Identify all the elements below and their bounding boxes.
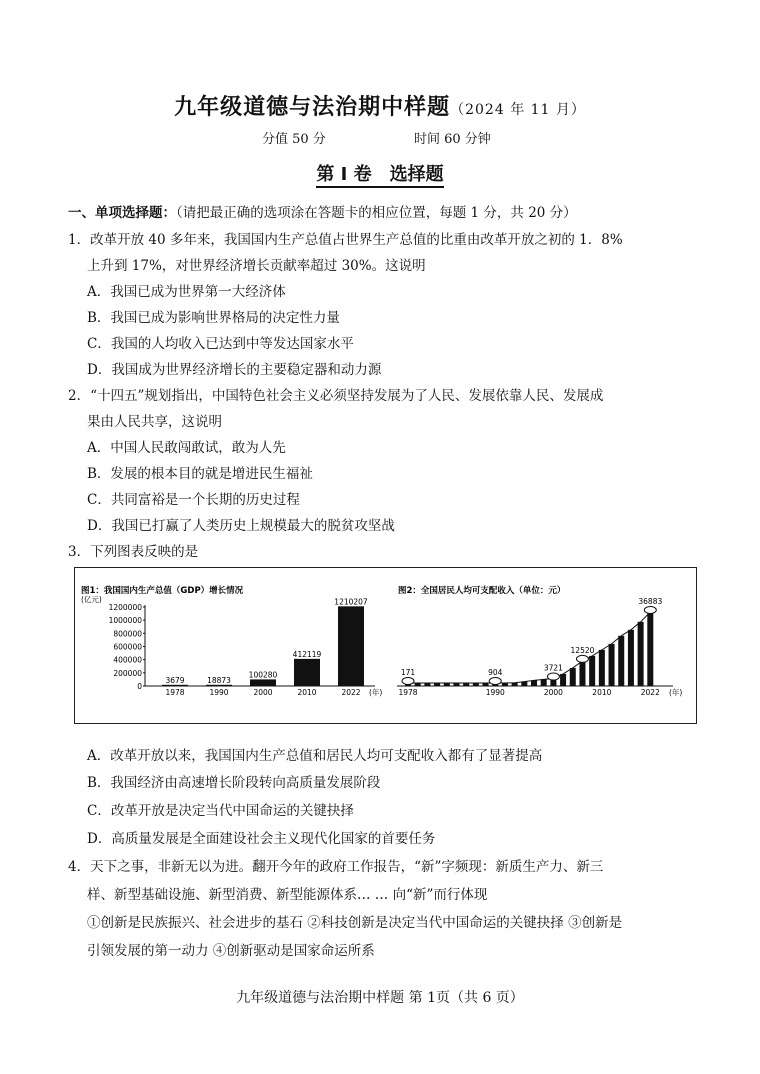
chart2-point-marker: [402, 678, 414, 685]
chart2-bar: [628, 630, 634, 686]
chart1-value-label: 100280: [248, 670, 278, 680]
chart2-point-label: 3721: [543, 663, 563, 673]
q2-option-d: D．我国已打赢了人类历史上规模最大的脱贫攻坚战: [87, 518, 395, 534]
chart2-bar: [609, 644, 615, 686]
chart1-x-tick-label: 2022: [341, 688, 361, 697]
chart2-point-label: 12520: [570, 645, 595, 655]
chart2-x-tick-label: 1978: [398, 688, 418, 697]
q4-stem-line2: 样、新型基础设施、新型消费、新型能源体系… … 向“新”而行体现: [87, 887, 488, 903]
chart2-bar: [531, 680, 537, 686]
score-info: 分值 50 分: [262, 132, 326, 147]
q3-charts: [75, 568, 696, 723]
q3-option-c: C．改革开放是决定当代中国命运的关键抉择: [87, 803, 354, 819]
q2-option-a: A．中国人民敢闯敢试，敢为人先: [87, 440, 286, 456]
q3-stem: 3．下列图表反映的是: [68, 544, 199, 560]
chart1-bar: [338, 606, 364, 686]
q2-option-c: C．共同富裕是一个长期的历史过程: [87, 492, 300, 508]
q1-stem-line2: 上升到 17%，对世界经济增长贡献率超过 30%。这说明: [87, 258, 426, 274]
chart2-bar: [579, 661, 585, 686]
chart2-point-marker: [547, 673, 559, 680]
chart1-y-unit: (亿元): [81, 595, 102, 604]
chart2-x-tick-label: 2010: [592, 688, 612, 697]
chart2-title: 图2：全国居民人均可支配收入（单位：元）: [398, 586, 566, 596]
chart1-value-label: 1210207: [334, 597, 368, 607]
chart1-value-label: 412119: [292, 649, 322, 659]
chart1-y-tick-label: 400000: [113, 655, 142, 665]
chart1-value-label: 18873: [207, 675, 231, 685]
chart1-y-tick-label: 0: [137, 682, 142, 691]
chart2-bar: [589, 656, 595, 686]
chart1-bar: [250, 679, 276, 686]
chart2-bar: [560, 674, 566, 686]
chart1-y-tick-label: 800000: [113, 629, 142, 639]
chart1-bar: [162, 685, 188, 686]
time-info: 时间 60 分钟: [414, 132, 491, 147]
q3-option-a: A．改革开放以来，我国国内生产总值和居民人均可支配收入都有了显著提高: [87, 748, 543, 764]
title-date: （2024 年 11 月）: [450, 102, 586, 118]
q3-option-b: B．我国经济由高速增长阶段转向高质量发展阶段: [87, 775, 381, 791]
section-heading: 第 I 卷 选择题: [0, 160, 760, 186]
chart1-y-tick-label: 1000000: [108, 616, 142, 626]
chart2-bar: [541, 679, 547, 686]
q1-option-a: A．我国已成为世界第一大经济体: [87, 284, 286, 300]
chart1-title: 图1：我国国内生产总值（GDP）增长情况: [81, 586, 244, 596]
chart2-x-tick-label: 1990: [485, 688, 505, 697]
chart2-point-marker: [576, 655, 588, 662]
part-heading: 一、单项选择题：（请把最正确的选项涂在答题卡的相应位置，每题 1 分，共 20 分）: [68, 205, 577, 221]
chart2-point-label: 171: [400, 668, 416, 677]
q1-stem-line1: 1．改革开放 40 多年来，我国国内生产总值占世界生产总值的比重由改革开放之初的 1．8%: [68, 232, 623, 248]
q2-stem-line1: 2．“十四五”规划指出，中国特色社会主义必须坚持发展为了人民、发展依靠人民、发展成: [68, 388, 604, 404]
chart2-bar: [638, 622, 644, 686]
chart1-x-tick-label: 1990: [209, 688, 229, 697]
q2-option-b: B．发展的根本目的就是增进民生福祉: [87, 466, 313, 482]
chart1-y-tick-label: 200000: [113, 668, 142, 678]
chart2-bar: [647, 612, 653, 686]
chart1-x-tick-label: 1978: [165, 688, 185, 697]
q1-option-d: D．我国成为世界经济增长的主要稳定器和动力源: [87, 362, 382, 378]
chart1-bar: [294, 659, 320, 686]
q4-statements-line1: ①创新是民族振兴、社会进步的基石 ②科技创新是决定当代中国命运的关键抉择 ③创新是: [87, 915, 623, 931]
chart1-x-unit: (年): [369, 688, 383, 697]
chart1-y-tick-label: 600000: [113, 642, 142, 652]
q4-statements-line2: 引领发展的第一动力 ④创新驱动是国家命运所系: [87, 943, 375, 959]
chart1-x-tick-label: 2000: [253, 688, 273, 697]
chart1-value-label: 3679: [165, 675, 185, 685]
page-footer: 九年级道德与法治期中样题 第 1页（共 6 页）: [236, 990, 524, 1006]
chart2-point-label: 904: [488, 668, 503, 677]
q1-option-b: B．我国已成为影响世界格局的决定性力量: [87, 310, 340, 326]
chart2-point-label: 36883: [638, 597, 663, 606]
chart2-bar: [570, 668, 576, 686]
q1-option-c: C．我国的人均收入已达到中等发达国家水平: [87, 336, 354, 352]
chart1-x-tick-label: 2010: [297, 688, 317, 697]
chart2-x-tick-label: 2000: [543, 688, 563, 697]
q3-chart-frame: [74, 567, 697, 724]
q4-stem-line1: 4．天下之事，非新无以为进。翻开今年的政府工作报告，“新”字频现：新质生产力、新三: [68, 859, 604, 875]
chart1-bar: [206, 685, 232, 686]
page-title: 九年级道德与法治期中样题（2024 年 11 月）: [174, 95, 586, 120]
chart2-point-marker: [489, 678, 501, 685]
q3-option-d: D．高质量发展是全面建设社会主义现代化国家的首要任务: [87, 831, 436, 847]
chart2-point-marker: [644, 607, 656, 614]
chart2-x-unit: (年): [669, 688, 683, 697]
chart2-x-tick-label: 2022: [640, 688, 660, 697]
chart2-bar: [599, 650, 605, 686]
q2-stem-line2: 果由人民共享，这说明: [87, 414, 222, 430]
chart1-y-tick-label: 1200000: [108, 603, 142, 612]
chart2-bar: [618, 636, 624, 686]
